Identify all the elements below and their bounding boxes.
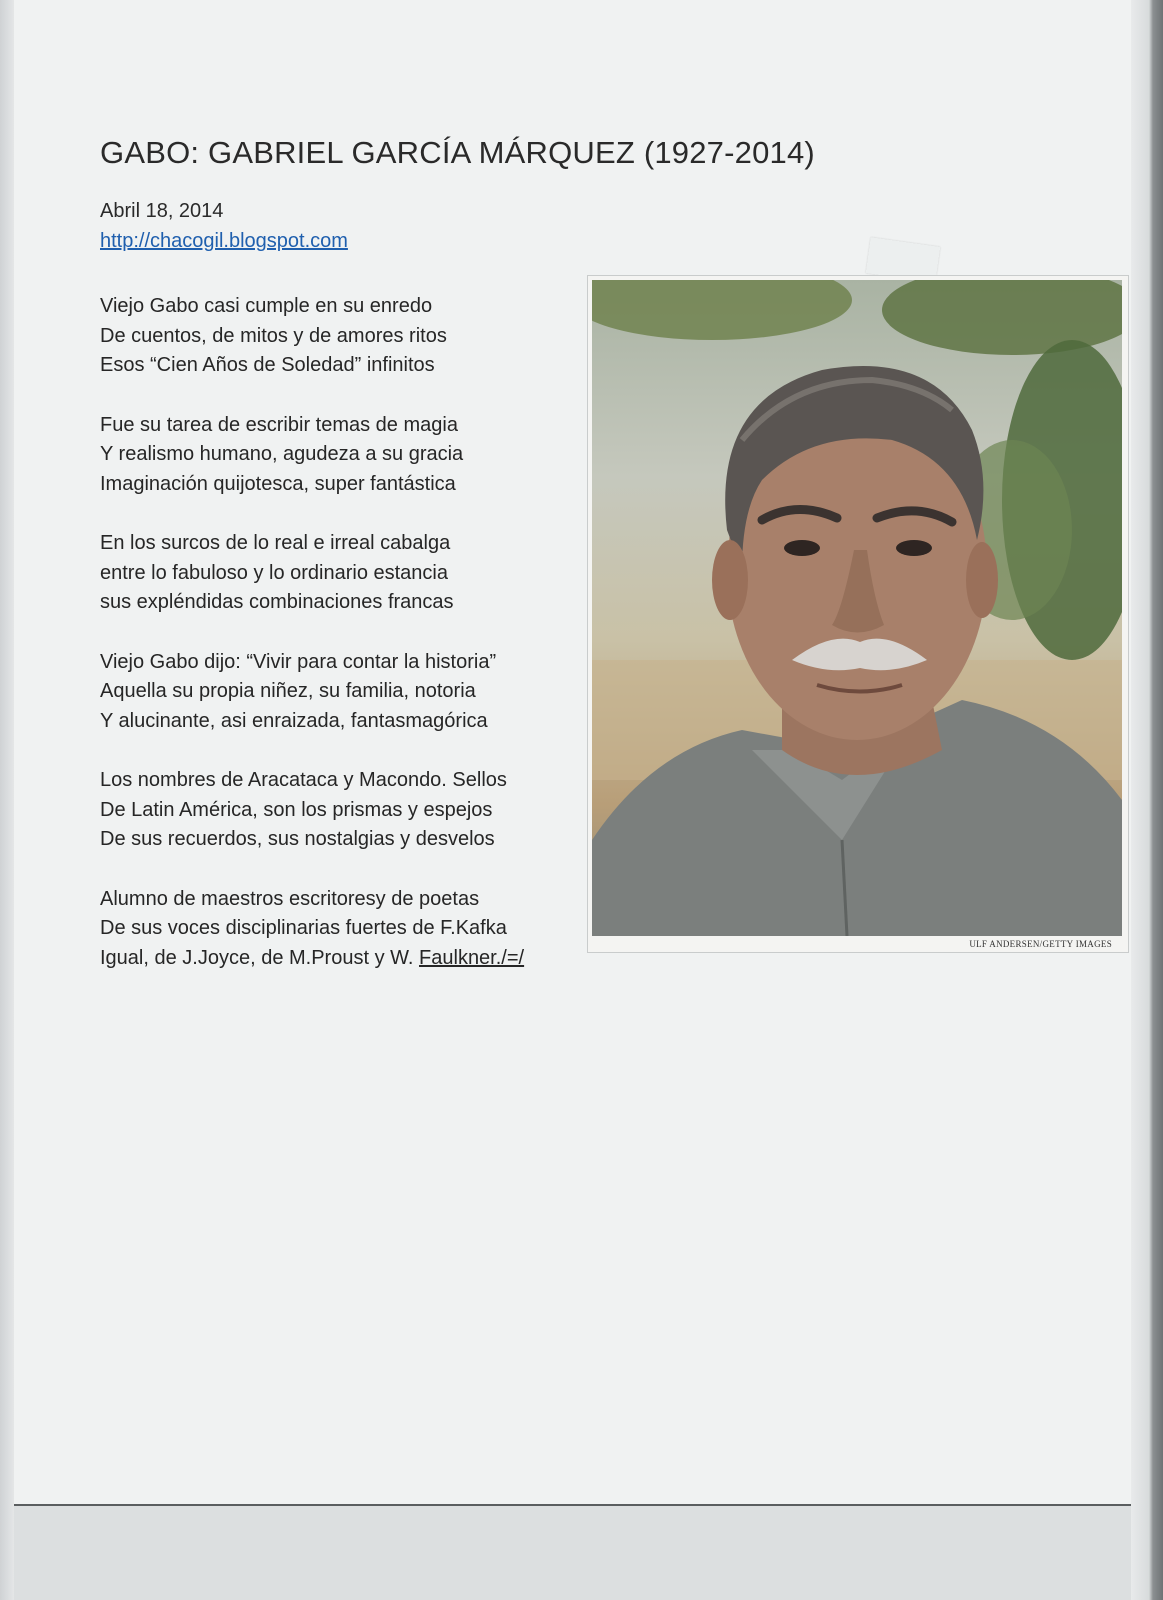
- poem-line: sus expléndidas combinaciones francas: [100, 591, 454, 613]
- newspaper-clipping: [588, 276, 1128, 952]
- poem-line-last: [100, 944, 580, 974]
- stanza-3: [100, 529, 580, 618]
- portrait-photo: [592, 280, 1122, 936]
- poem-line: De cuentos, de mitos y de amores ritos: [100, 324, 447, 347]
- poem-line: De Latin América, son los prismas y espejos: [100, 798, 493, 821]
- poem-line: Imaginación quijotesca, super fantástica: [100, 472, 456, 495]
- poem-line: De sus recuerdos, sus nostalgias y desvelos: [100, 828, 495, 850]
- last-line-end: Faulkner./=/: [419, 946, 525, 969]
- stanza-4: [100, 648, 580, 737]
- poem-line: Aquella su propia niñez, su familia, notoria: [100, 680, 476, 702]
- scanner-bed: [14, 1506, 1131, 1600]
- poem-line: En los surcos de lo real e irreal cabalga: [100, 532, 451, 554]
- scan-edge-right: [1131, 0, 1163, 1600]
- poem-line: Los nombres de Aracataca y Macondo. Sellos: [100, 769, 507, 791]
- poem-line: De sus voces disciplinarias fuertes de F.Kafka: [100, 917, 507, 939]
- page-title: GABO: GABRIEL GARCÍA MÁRQUEZ (1927-2014): [100, 135, 815, 170]
- poem-line: Viejo Gabo casi cumple en su enredo: [100, 295, 433, 317]
- portrait-illustration: [592, 280, 1122, 936]
- poem-line: Alumno de maestros escritoresy de poetas: [100, 887, 480, 910]
- poem: [100, 292, 580, 1003]
- poem-line: Viejo Gabo dijo: “Vivir para contar la historia”: [100, 650, 497, 673]
- poem-line: Y alucinante, asi enraizada, fantasmagórica: [100, 709, 488, 732]
- post-date: Abril 18, 2014: [100, 200, 224, 222]
- poem-line: Esos “Cien Años de Soledad” infinitos: [100, 354, 435, 376]
- poem-line: Fue su tarea de escribir temas de magia: [100, 413, 458, 436]
- poem-line: entre lo fabuloso y lo ordinario estancia: [100, 561, 448, 584]
- blog-link[interactable]: http://chacogil.blogspot.com: [100, 230, 348, 252]
- stanza-6: [100, 885, 580, 974]
- last-line-start: Igual, de J.Joyce, de M.Proust y W.: [100, 946, 420, 969]
- stanza-5: [100, 766, 580, 855]
- photo-credit: ULF ANDERSEN/GETTY IMAGES: [969, 939, 1112, 949]
- stanza-1: [100, 292, 580, 381]
- scan-edge-left: [0, 0, 14, 1600]
- stanza-2: [100, 411, 580, 500]
- poem-line: Y realismo humano, agudeza a su gracia: [100, 443, 464, 465]
